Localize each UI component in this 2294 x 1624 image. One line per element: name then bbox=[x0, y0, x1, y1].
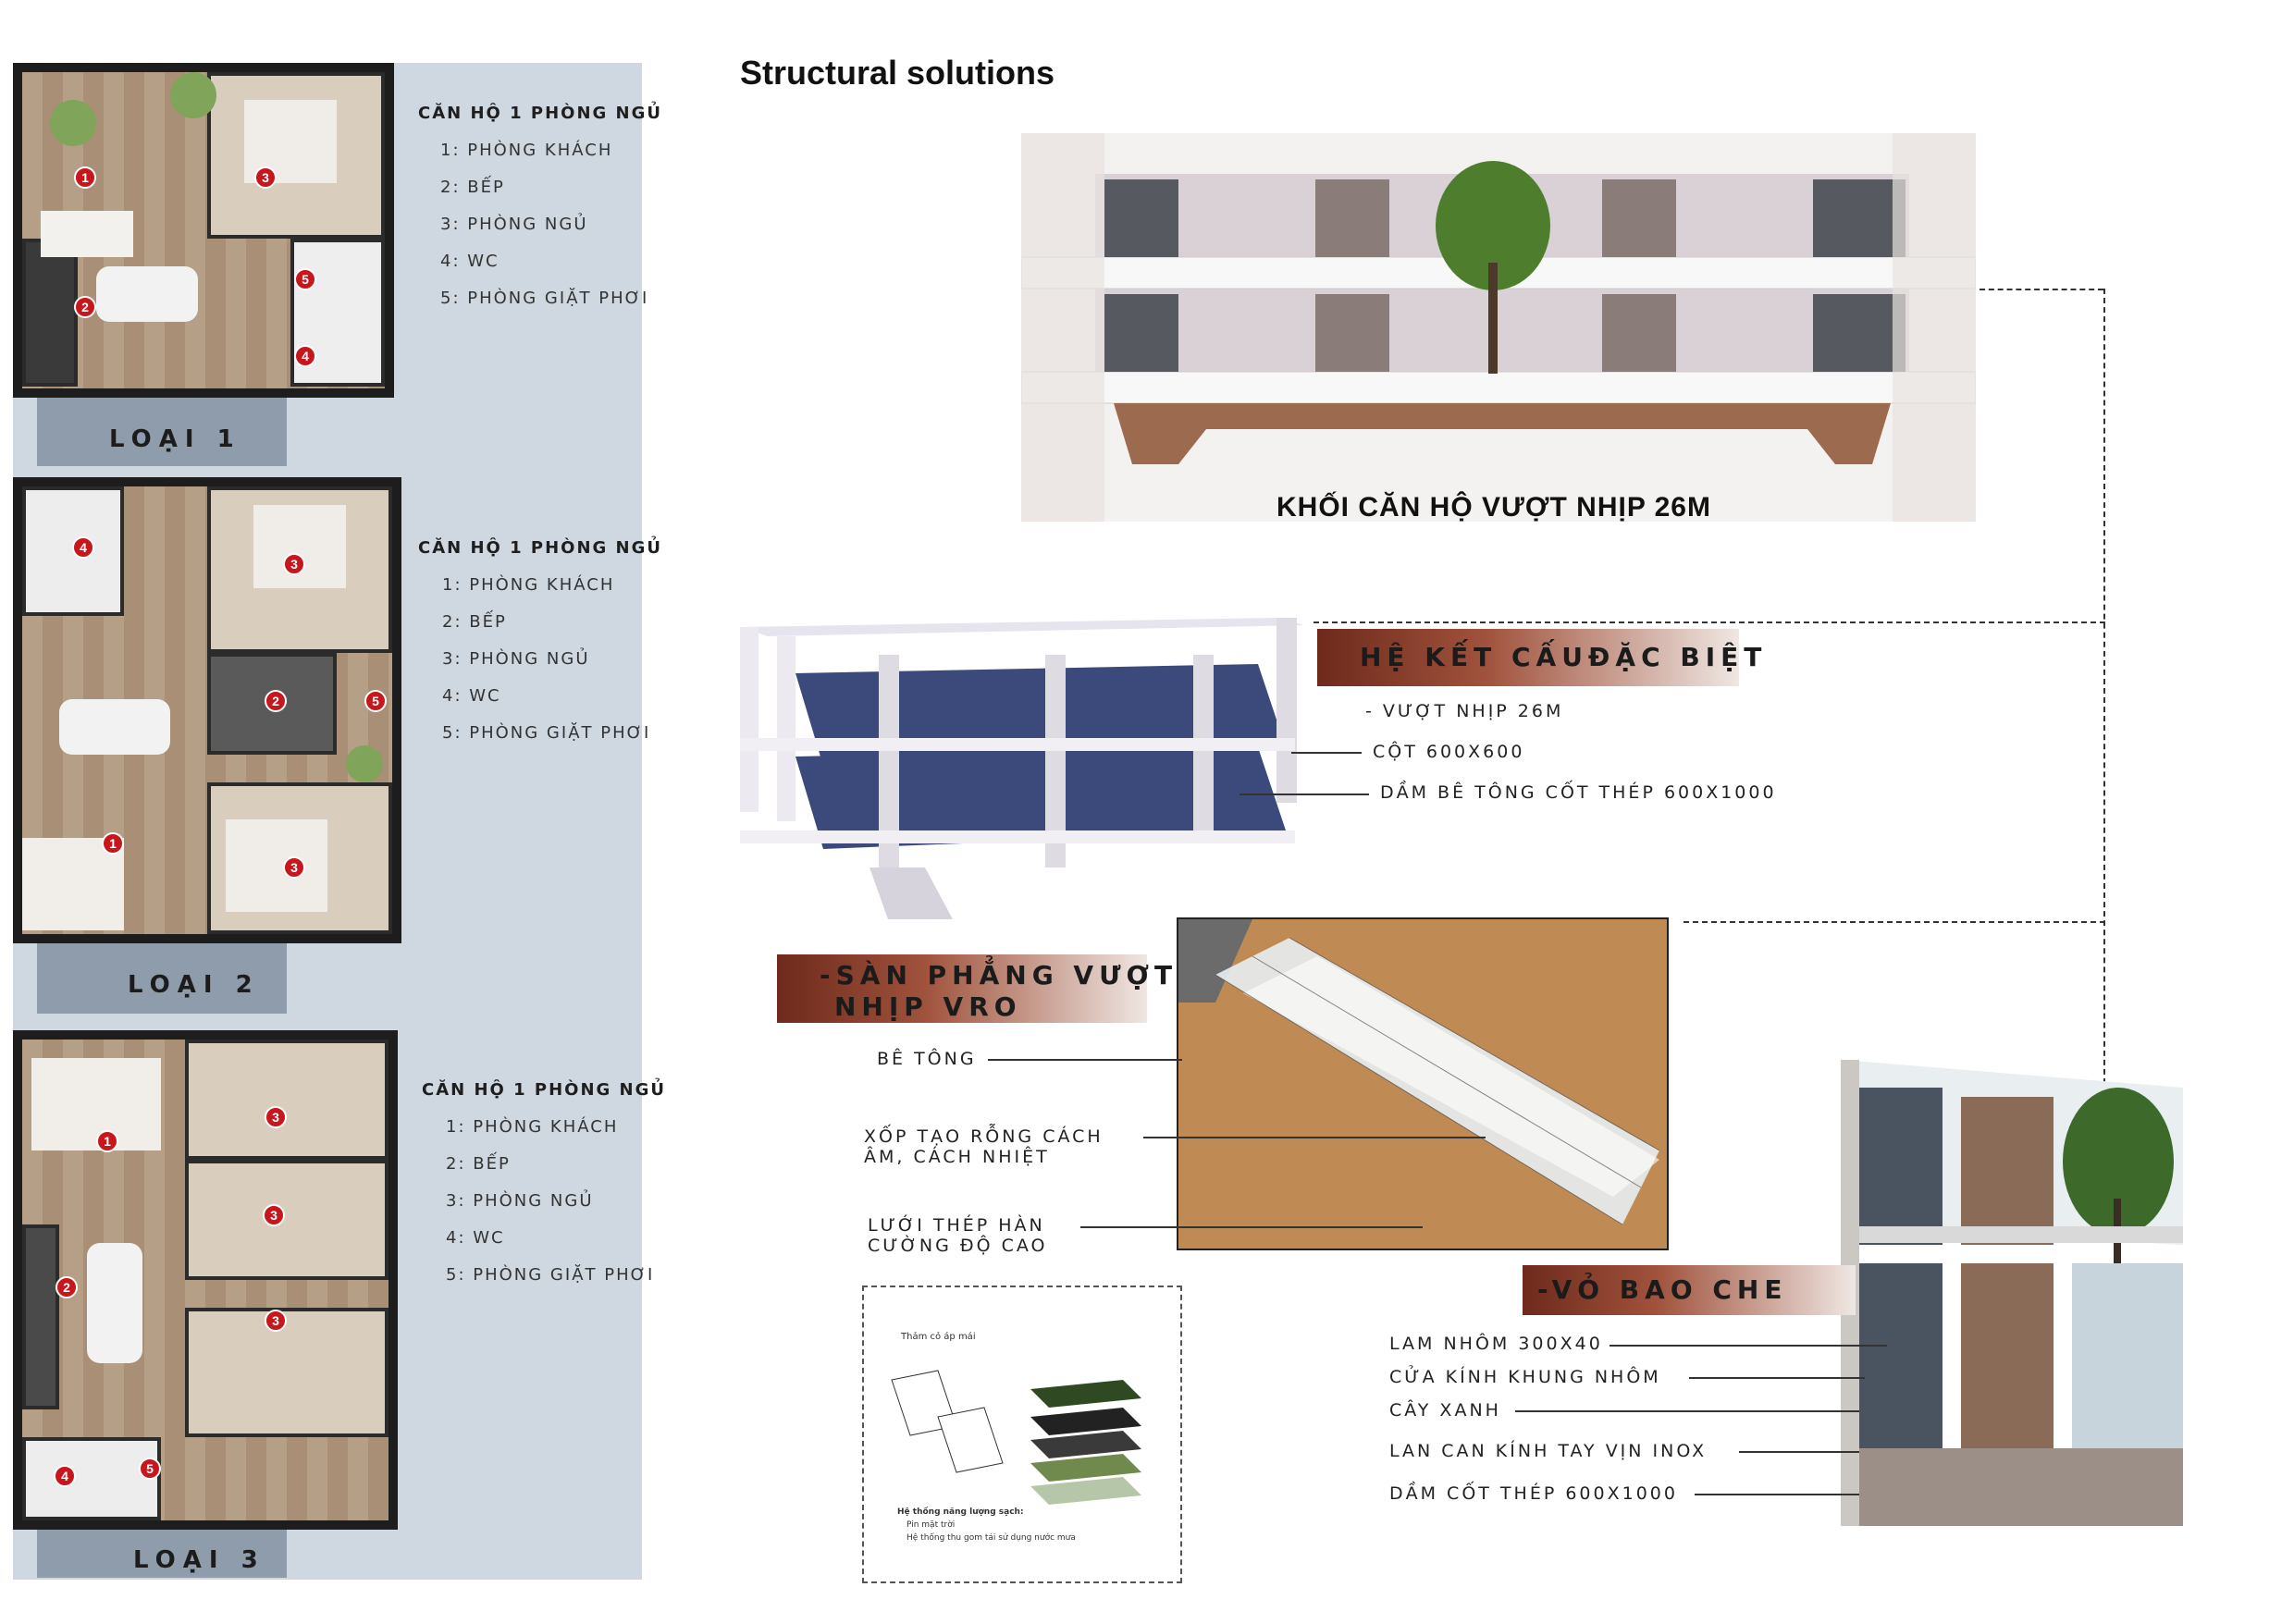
dining-table bbox=[59, 699, 170, 755]
green-roof-title: Thảm cỏ áp mái bbox=[901, 1332, 976, 1342]
leader-line bbox=[1515, 1410, 1859, 1412]
floorplan-type-2 bbox=[13, 477, 401, 943]
facade-caption: KHỐI CĂN HỘ VƯỢT NHỊP 26M bbox=[1276, 492, 1711, 523]
bedroom bbox=[185, 1160, 388, 1280]
room-marker: 2 bbox=[74, 296, 96, 318]
leader-line bbox=[1291, 752, 1362, 754]
bedroom bbox=[185, 1040, 388, 1160]
room-marker: 3 bbox=[265, 1310, 287, 1332]
bed bbox=[226, 819, 327, 912]
structure-item: CỘT 600X600 bbox=[1373, 742, 1525, 762]
envelope-illustration bbox=[1841, 1060, 2183, 1526]
green-roof-note: Hệ thống năng lượng sạch: bbox=[897, 1507, 1024, 1517]
slab-item: BÊ TÔNG bbox=[877, 1049, 977, 1069]
facade-render bbox=[1021, 133, 1976, 522]
room-marker: 2 bbox=[265, 690, 287, 712]
envelope-item: CỬA KÍNH KHUNG NHÔM bbox=[1389, 1367, 1661, 1387]
room-marker: 3 bbox=[283, 856, 305, 879]
room-marker: 1 bbox=[96, 1130, 118, 1152]
legend-item: 1: PHÒNG KHÁCH bbox=[446, 1117, 619, 1137]
legend-item: 5: PHÒNG GIẶT PHƠI bbox=[440, 289, 649, 308]
dining-table bbox=[87, 1243, 142, 1363]
room-marker: 4 bbox=[54, 1465, 76, 1487]
green-roof-layers bbox=[882, 1343, 1169, 1519]
room-marker: 5 bbox=[364, 690, 387, 712]
legend-item: 5: PHÒNG GIẶT PHƠI bbox=[446, 1265, 655, 1285]
green-roof-note: Pin mặt trời bbox=[906, 1520, 956, 1530]
envelope-render bbox=[1841, 1060, 2183, 1526]
envelope-item: LAM NHÔM 300X40 bbox=[1389, 1334, 1603, 1354]
dashed-guide bbox=[1314, 621, 2105, 623]
leader-line bbox=[1695, 1494, 1859, 1495]
legend-title: CĂN HỘ 1 PHÒNG NGỦ bbox=[422, 1080, 667, 1100]
structure-item: DẦM BÊ TÔNG CỐT THÉP 600X1000 bbox=[1380, 782, 1777, 803]
envelope-item: LAN CAN KÍNH TAY VỊN INOX bbox=[1389, 1441, 1708, 1461]
dashed-guide bbox=[2103, 289, 2105, 1093]
room-marker: 2 bbox=[56, 1276, 78, 1298]
envelope-banner-text: -VỎ BAO CHE bbox=[1537, 1274, 1788, 1305]
legend-item: 4: WC bbox=[440, 252, 500, 271]
structure-banner-text: HỆ KẾT CẤUĐẶC BIỆT bbox=[1360, 642, 1768, 672]
bed bbox=[253, 505, 346, 588]
dining-table bbox=[96, 266, 198, 322]
slab-render bbox=[1177, 917, 1669, 1250]
slab-banner-line2: NHỊP VRO bbox=[834, 991, 1022, 1022]
room-marker: 3 bbox=[265, 1106, 287, 1128]
legend-title: CĂN HỘ 1 PHÒNG NGỦ bbox=[418, 104, 663, 123]
slab-item: XỐP TẠO RỖNG CÁCH bbox=[864, 1126, 1104, 1147]
legend-title: CĂN HỘ 1 PHÒNG NGỦ bbox=[418, 538, 663, 558]
legend-item: 2: BẾP bbox=[446, 1154, 511, 1174]
room-marker: 4 bbox=[72, 536, 94, 559]
dashed-guide bbox=[1980, 289, 2103, 290]
legend-item: 2: BẾP bbox=[442, 612, 507, 632]
loai-3-label: LOẠI 3 bbox=[133, 1546, 265, 1574]
plant bbox=[50, 100, 96, 146]
legend-item: 4: WC bbox=[446, 1228, 505, 1248]
floorplan-type-1 bbox=[13, 63, 394, 398]
legend-item: 2: BẾP bbox=[440, 178, 505, 197]
leader-line bbox=[988, 1059, 1182, 1061]
page-heading: Structural solutions bbox=[740, 54, 1055, 92]
green-roof-note: Hệ thống thu gom tái sử dụng nước mưa bbox=[906, 1533, 1076, 1543]
kitchen bbox=[22, 239, 78, 387]
frame-illustration bbox=[740, 599, 1314, 919]
legend-item: 3: PHÒNG NGỦ bbox=[442, 649, 590, 669]
legend-item: 3: PHÒNG NGỦ bbox=[440, 215, 588, 234]
leader-line bbox=[1739, 1451, 1859, 1453]
kitchen bbox=[22, 1224, 59, 1409]
plant bbox=[346, 745, 383, 782]
sofa bbox=[41, 211, 133, 257]
room-marker: 5 bbox=[294, 268, 316, 290]
leader-line bbox=[1240, 794, 1369, 795]
legend-item: 4: WC bbox=[442, 686, 501, 706]
legend-item: 1: PHÒNG KHÁCH bbox=[440, 141, 613, 160]
legend-item: 5: PHÒNG GIẶT PHƠI bbox=[442, 723, 651, 743]
structure-item: - VƯỢT NHỊP 26M bbox=[1365, 701, 1564, 721]
leader-line bbox=[1689, 1377, 1865, 1379]
room-marker: 1 bbox=[102, 832, 124, 855]
envelope-item: DẦM CỐT THÉP 600X1000 bbox=[1389, 1483, 1678, 1504]
slab-item: CƯỜNG ĐỘ CAO bbox=[868, 1236, 1048, 1256]
legend-item: 3: PHÒNG NGỦ bbox=[446, 1191, 594, 1211]
leader-line bbox=[1610, 1345, 1887, 1347]
slab-illustration bbox=[1178, 919, 1667, 1249]
room-marker: 5 bbox=[139, 1458, 161, 1480]
legend-item: 1: PHÒNG KHÁCH bbox=[442, 575, 615, 595]
loai-2-label: LOẠI 2 bbox=[128, 971, 260, 999]
slab-banner-line1: -SÀN PHẲNG VƯỢT bbox=[820, 960, 1178, 990]
envelope-item: CÂY XANH bbox=[1389, 1400, 1501, 1421]
bedroom bbox=[185, 1308, 388, 1437]
green-roof-panel bbox=[862, 1286, 1182, 1583]
wc bbox=[22, 1437, 161, 1520]
slab-item: ÂM, CÁCH NHIỆT bbox=[864, 1147, 1050, 1167]
leader-line bbox=[1080, 1226, 1423, 1228]
loai-1-label: LOẠI 1 bbox=[109, 425, 241, 453]
slab-item: LƯỚI THÉP HÀN bbox=[868, 1215, 1045, 1236]
room-marker: 3 bbox=[263, 1204, 285, 1226]
room-marker: 4 bbox=[294, 345, 316, 367]
room-marker: 1 bbox=[74, 166, 96, 189]
facade-illustration bbox=[1021, 133, 1976, 522]
structure-frame-render bbox=[740, 599, 1314, 919]
room-marker: 3 bbox=[254, 166, 277, 189]
dashed-guide bbox=[1684, 921, 2105, 923]
plant bbox=[170, 72, 216, 118]
leader-line bbox=[1143, 1137, 1486, 1138]
room-marker: 3 bbox=[283, 553, 305, 575]
